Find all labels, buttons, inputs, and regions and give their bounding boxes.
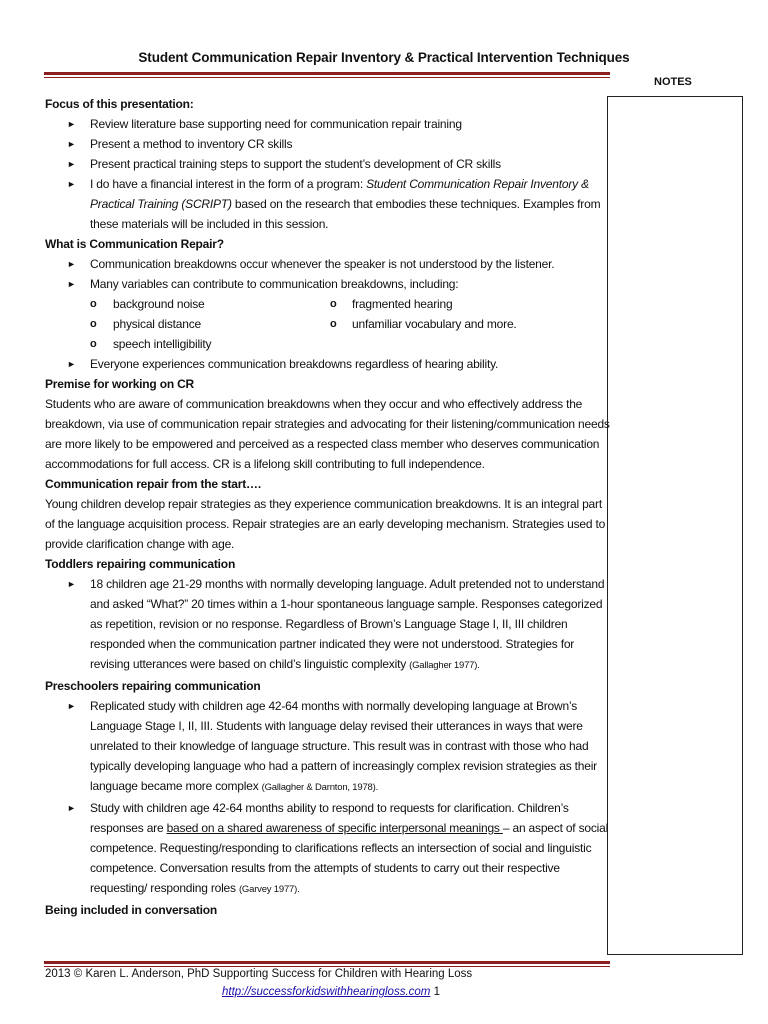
bullet-marker: ► xyxy=(67,119,76,129)
footer-copyright: 2013 © Karen L. Anderson, PhD Supporting Success for Children with Hearing Loss xyxy=(45,968,473,980)
bullet-marker: ► xyxy=(67,159,76,169)
preschool-list xyxy=(45,696,611,900)
sub-marker: o xyxy=(90,338,97,350)
document-title: Student Communication Repair Inventory & Practical Intervention Techniques xyxy=(138,50,630,65)
header-rule xyxy=(44,72,610,78)
footer-link-line xyxy=(222,986,440,998)
section-heading-focus: Focus of this presentation: xyxy=(45,97,194,111)
bullet-marker: ► xyxy=(67,279,76,289)
list-item: ► Replicated study with children age 42-64 months with normally developing language at Brown’s Language Stage I, II, III. Students with language delay revised their utterances in ways that were unrelated to their knowledge of language structure. This result was in contrast with those who had typically developing language who had a pattern of increasingly complex revision strategies as their language became more complex (Gallagher & Darnton, 1978). xyxy=(45,696,611,798)
section-heading-what: What is Communication Repair? xyxy=(45,237,224,251)
premise-paragraph: Students who are aware of communication breakdowns when they occur and who effectively address the breakdown, via use of communication repair strategies and advocating for their listening/communication needs are more likely to be empowered and perceived as a respected class member who deserves communication accommodations for full access. CR is a lifelong skill contributing to full independence. xyxy=(45,397,610,471)
toddlers-list xyxy=(45,574,611,676)
bullet-marker: ► xyxy=(67,259,76,269)
list-item: ► Review literature base supporting need for communication repair training xyxy=(45,114,611,134)
focus-list xyxy=(45,114,611,234)
underlined-phrase: based on a shared awareness of specific interpersonal meanings xyxy=(166,821,503,835)
sub-marker: o xyxy=(330,318,337,330)
footer-rule xyxy=(44,961,610,967)
variables-list xyxy=(45,294,611,354)
main-content xyxy=(45,94,611,920)
bullet-marker: ► xyxy=(67,803,76,813)
bullet-marker: ► xyxy=(67,139,76,149)
bullet-marker: ► xyxy=(67,701,76,711)
website-link[interactable]: http://successforkidswithhearingloss.com xyxy=(222,986,431,998)
list-item: ► Communication breakdowns occur whenever the speaker is not understood by the listener. xyxy=(45,254,611,274)
list-item: ► Study with children age 42-64 months ability to respond to requests for clarification. Children’s responses are based on a shared awareness of specific interpersonal meanings – an aspect of social competence. Requesting/responding to clarifications reflects an intersection of social and linguistic competence. Conversation results from the attempts of students to carry out their respective requesting/ responding roles (Garvey 1977). xyxy=(45,798,611,900)
citation: (Gallagher & Darnton, 1978). xyxy=(261,782,379,793)
what-list xyxy=(45,254,611,294)
list-item: ► Present practical training steps to support the student’s development of CR skills xyxy=(45,154,611,174)
list-item: ► 18 children age 21-29 months with normally developing language. Adult pretended not to understand and asked “What?” 20 times within a 1-hour spontaneous language sample. Responses categorized as repetition, revision or no response. Regardless of Brown’s Language Stage I, II, III children responded when the communication partner indicated they were not understood. Strategies for revising utterances were based on child’s linguistic complexity (Gallagher 1977). xyxy=(45,574,611,676)
sub-list-item: o unfamiliar vocabulary and more. xyxy=(328,314,611,334)
notes-box xyxy=(607,96,743,955)
sub-marker: o xyxy=(90,318,97,330)
list-item: ► I do have a financial interest in the form of a program: Student Communication Repair Inventory & Practical Training (SCRIPT) based on the research that embodies these techniques. Examples from these materials will be included in this session. xyxy=(45,174,611,234)
list-item: ► Present a method to inventory CR skills xyxy=(45,134,611,154)
section-heading-start: Communication repair from the start…. xyxy=(45,477,261,491)
bullet-marker: ► xyxy=(67,359,76,369)
sub-list-item: o speech intelligibility xyxy=(45,334,328,354)
sub-list-item: o fragmented hearing xyxy=(328,294,611,314)
bullet-marker: ► xyxy=(67,179,76,189)
section-heading-preschool: Preschoolers repairing communication xyxy=(45,679,261,693)
sub-marker: o xyxy=(330,298,337,310)
page-number: 1 xyxy=(433,986,440,998)
program-title: Student Communication Repair Inventory & Practical Training (SCRIPT) xyxy=(90,177,589,211)
sub-marker: o xyxy=(90,298,97,310)
citation: (Gallagher 1977). xyxy=(409,660,480,671)
section-heading-included: Being included in conversation xyxy=(45,903,218,917)
sub-list-item: o physical distance xyxy=(45,314,328,334)
bullet-marker: ► xyxy=(67,579,76,589)
list-item: ► Many variables can contribute to communication breakdowns, including: xyxy=(45,274,611,294)
citation: (Garvey 1977). xyxy=(238,884,300,895)
section-heading-toddlers: Toddlers repairing communication xyxy=(45,557,236,571)
sub-list-item: o background noise xyxy=(45,294,328,314)
list-item: ► Everyone experiences communication breakdowns regardless of hearing ability. xyxy=(45,354,611,374)
what-list-2 xyxy=(45,354,611,374)
notes-label: NOTES xyxy=(654,76,692,88)
start-paragraph: Young children develop repair strategies as they experience communication breakdowns. It is an integral part of the language acquisition process. Repair strategies are an early developing mechanism. Strategies used to provide clarification change with age. xyxy=(45,497,606,551)
section-heading-premise: Premise for working on CR xyxy=(45,377,195,391)
